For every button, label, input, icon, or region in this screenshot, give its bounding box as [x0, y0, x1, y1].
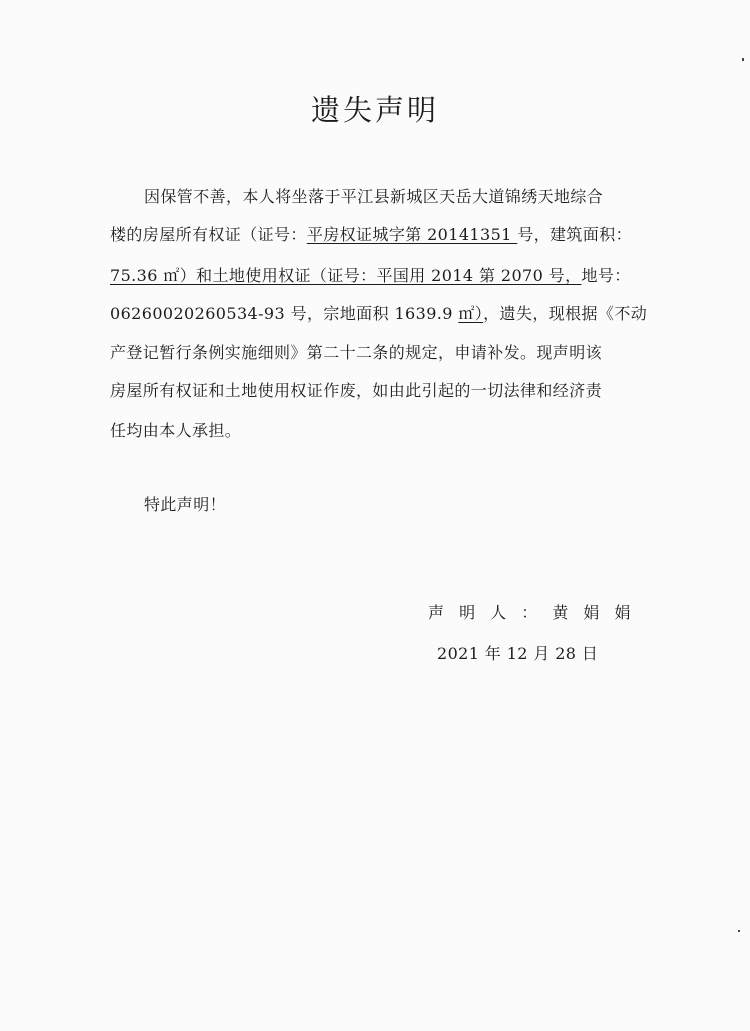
body-line-3-after: 地号：: [581, 266, 631, 285]
body-line-5: [110, 343, 602, 363]
body-line-2: [110, 225, 632, 245]
body-line-4: [110, 304, 647, 324]
body-line-4-after: ，遗失，现根据《不动: [483, 304, 648, 323]
body-line-6-text: 房屋所有权证和土地使用权证作废，如由此引起的一切法律和经济责: [110, 381, 603, 400]
declaration-date: 2021 年 12 月 28 日: [437, 644, 599, 663]
body-line-3: [110, 266, 631, 286]
area-unit: ㎡）: [458, 304, 484, 323]
body-line-5-text: 产登记暂行条例实施细则》第二十二条的规定，申请补发。现声明该: [110, 343, 603, 362]
body-line-7-text: 任均由本人承担。: [110, 421, 242, 440]
signer-line: 声 明 人 ： 黄 娟 娟: [428, 603, 636, 622]
body-line-7: [110, 421, 241, 441]
document-title: 遗失声明: [310, 93, 439, 127]
house-certificate-number: 平房权证城字第 20141351: [306, 225, 518, 244]
body-line-2-before: 楼的房屋所有权证（证号：: [110, 225, 307, 244]
land-certificate-details: 75.36 ㎡）和土地使用权证（证号：平国用 2014 第 2070 号，: [110, 266, 582, 285]
scan-speck: [738, 930, 740, 932]
scan-speck: [742, 58, 744, 61]
body-line-4-before: 06260020260534-93 号，宗地面积 1639.9: [110, 304, 459, 323]
body-line-2-after: 号，建筑面积：: [517, 225, 633, 244]
closing-statement: 特此声明！: [144, 495, 227, 514]
body-line-1-text: 因保管不善，本人将坐落于平江县新城区天岳大道锦绣天地综合: [144, 187, 604, 206]
body-line-1: [144, 187, 603, 207]
body-line-6: [110, 381, 602, 401]
